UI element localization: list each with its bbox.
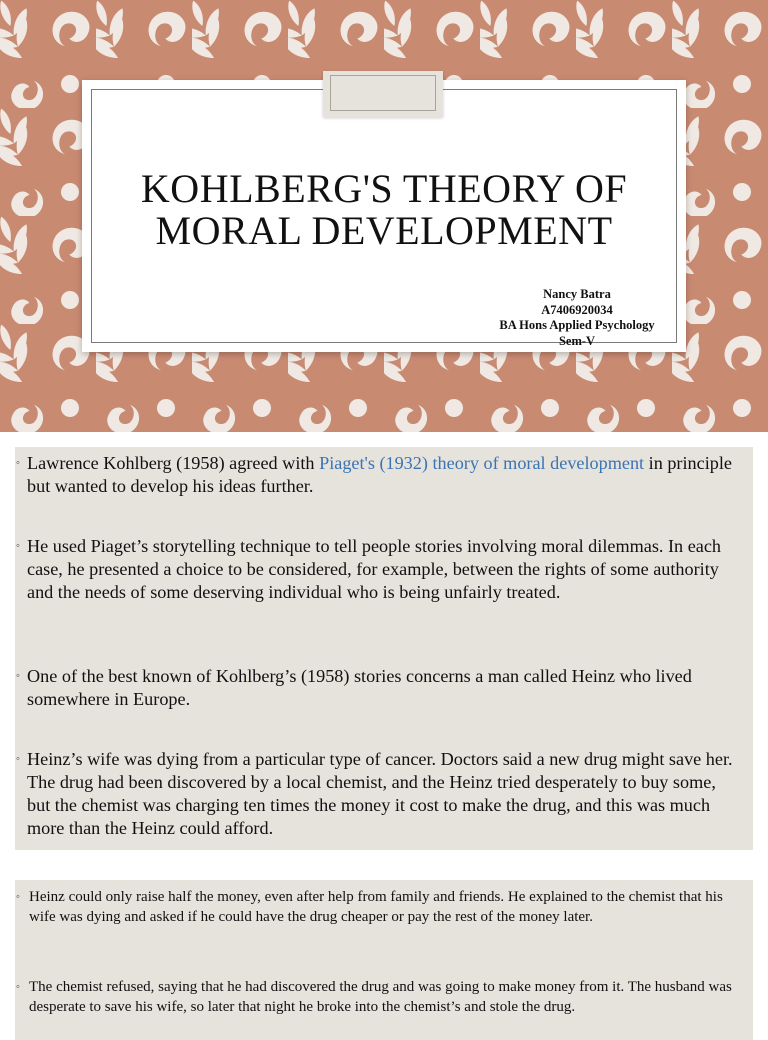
bullet-text: Heinz could only raise half the money, even after help from family and friends. He explained to the chemist that his wife was dying and asked if he could have the drug cheaper or pay the rest of the money later. (29, 889, 723, 925)
title-card-border (91, 89, 677, 348)
bullet-item (15, 452, 743, 498)
author-semester: Sem-V (558, 333, 596, 348)
author-name: Nancy Batra (543, 287, 611, 301)
title-line-1: KOHLBERG'S THEORY OF (140, 166, 628, 211)
bullet-item (15, 535, 743, 604)
bullet-text: in principle but wanted to develop his ideas further. (27, 453, 732, 496)
bullet-item (15, 888, 743, 927)
title-slide (0, 0, 768, 432)
bullet-mark: ◦ (16, 981, 20, 993)
title-card (82, 80, 686, 352)
bullet-text: Heinz’s wife was dying from a particular type of cancer. Doctors said a new drug might save her. The drug had been discovered by a local chemist, and the Heinz tried desperately to buy some, but the chemist was charging ten times the money it cost to make the drug, and this was much more than the Heinz could afford. (27, 749, 733, 838)
title-tab-decoration (323, 71, 443, 117)
author-block (472, 287, 682, 349)
bullet-mark: ◦ (16, 891, 20, 903)
bullet-text: The chemist refused, saying that he had discovered the drug and was going to make money from it. The husband was desperate to save his wife, so later that night he broke into the chemist’s and stole the drug. (29, 979, 732, 1015)
bullet-item (15, 748, 743, 840)
bullet-mark: ◦ (16, 753, 20, 765)
bullet-item (15, 665, 743, 711)
slide-title (92, 168, 676, 252)
bullet-mark: ◦ (16, 670, 20, 682)
author-id: A7406920034 (541, 302, 613, 317)
content-slide-2 (15, 447, 753, 850)
bullet-item (15, 978, 743, 1017)
bullet-text: Lawrence Kohlberg (1958) agreed with (27, 453, 320, 473)
bullet-text: One of the best known of Kohlberg’s (1958) stories concerns a man called Heinz who lived somewhere in Europe. (27, 666, 692, 709)
piaget-theory-link[interactable]: Piaget's (1932) theory of moral development (319, 453, 645, 473)
author-course: BA Hons Applied Psychology (499, 318, 655, 332)
bullet-mark: ◦ (16, 540, 20, 552)
bullet-text: He used Piaget’s storytelling technique to tell people stories involving moral dilemmas. In each case, he presented a choice to be considered, for example, between the rights of some authority and the needs of some deserving individual who is being unfairly treated. (27, 536, 722, 602)
bullet-mark: ◦ (16, 457, 20, 469)
title-line-2: MORAL DEVELOPMENT (155, 208, 613, 253)
content-slide-3 (15, 880, 753, 1040)
